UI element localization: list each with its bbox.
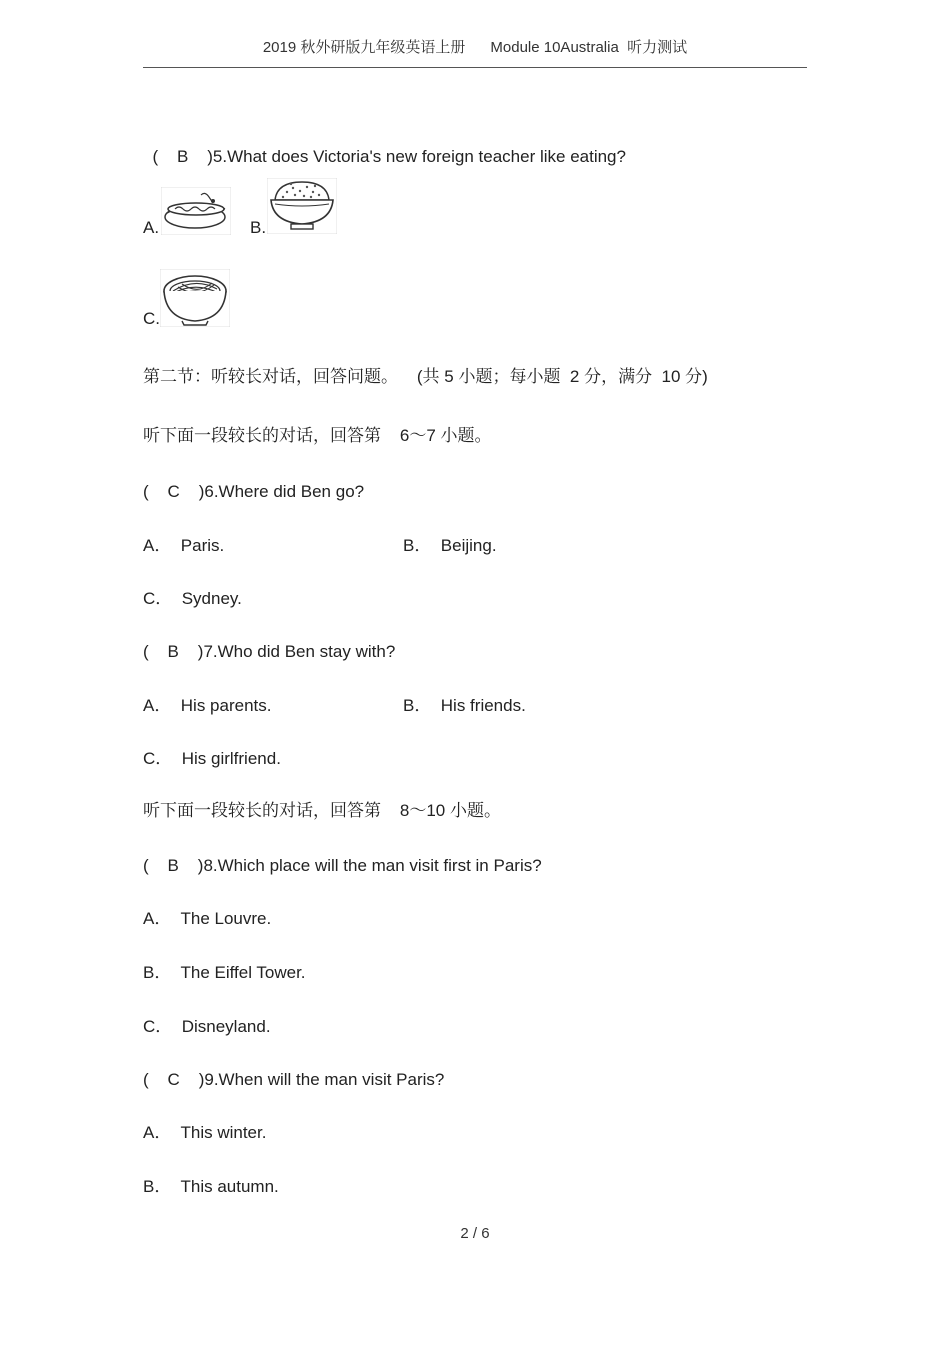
option-a: A． Paris.: [143, 536, 225, 555]
dialogue-intro-8-10: 听下面一段较长的对话，回答第 8～10 小题。: [143, 801, 501, 820]
option-b-label: B.: [250, 218, 267, 237]
option-b: B． Beijing.: [403, 536, 497, 555]
option-a-label: A.: [143, 218, 160, 237]
option-c: C． Sydney.: [143, 589, 242, 608]
option-a: A． The Louvre.: [143, 909, 272, 928]
rice-bowl-icon: [267, 178, 337, 239]
noodle-bowl-icon: [160, 269, 230, 332]
option-a: A． This winter.: [143, 1123, 267, 1142]
hotdog-icon: [161, 187, 231, 240]
option-c: C． His girlfriend.: [143, 749, 281, 768]
question-text: 5.What does Victoria's new foreign teacher like eating?: [212, 147, 626, 166]
answer-bracket: ( B ): [152, 147, 213, 166]
section-heading: 第二节：听较长对话，回答问题。 (共 5 小题；每小题 2 分，满分 10 分): [143, 367, 708, 386]
option-a: A． His parents.: [143, 696, 272, 715]
option-b: B． This autumn.: [143, 1177, 279, 1196]
header-divider: [143, 67, 807, 68]
question-9: ( C )9.When will the man visit Paris?: [143, 1070, 445, 1089]
option-c: C． Disneyland.: [143, 1017, 271, 1036]
option-b: B． His friends.: [403, 696, 526, 715]
option-b: B． The Eiffel Tower.: [143, 963, 306, 982]
dialogue-intro-6-7: 听下面一段较长的对话，回答第 6～7 小题。: [143, 426, 492, 445]
question-5: [143, 127, 626, 167]
page-number: 2 / 6: [460, 1225, 490, 1242]
question-7: ( B )7.Who did Ben stay with?: [143, 642, 396, 661]
page-header: 2019 秋外研版九年级英语上册 Module 10Australia 听力测试: [262, 39, 688, 56]
option-c-label: C.: [143, 309, 160, 328]
question-6: ( C )6.Where did Ben go?: [143, 482, 365, 501]
question-8: ( B )8.Which place will the man visit first in Paris?: [143, 856, 542, 875]
